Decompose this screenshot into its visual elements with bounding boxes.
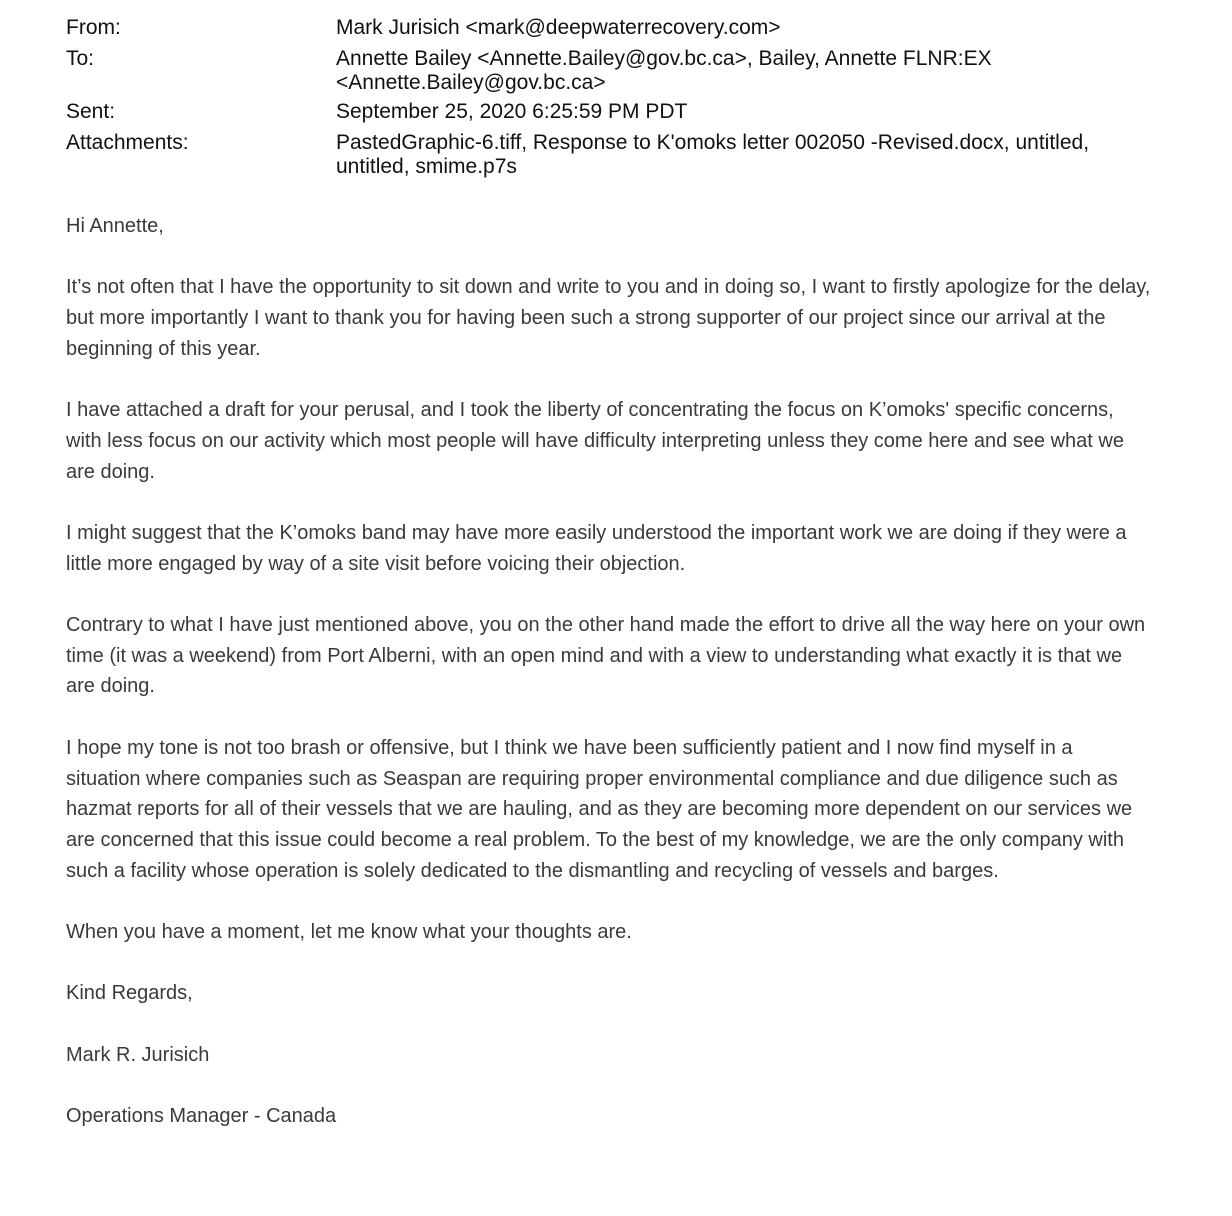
body-paragraph: When you have a moment, let me know what your thoughts are.	[66, 921, 632, 944]
to-value: Annette Bailey <Annette.Bailey@gov.bc.ca>, Bailey, Annette FLNR:EX <Annette.Bailey@gov.bc.ca>	[336, 47, 992, 94]
to-label: To:	[66, 47, 95, 70]
attachments-label: Attachments:	[66, 131, 189, 154]
from-row	[66, 16, 1166, 40]
body-paragraph: I hope my tone is not too brash or offensive, but I think we have been sufficiently patient and I now find myself in a situation where companies such as Seaspan are requiring proper environmental compliance and due diligence such as hazmat reports for all of their vessels that we are hauling, and as they are becoming more dependent on our services we are concerned that this issue could become a real problem. To the best of my knowledge, we are the only company with such a facility whose operation is solely dedicated to the dismantling and recycling of vessels and barges.	[66, 736, 1133, 882]
greeting: Hi Annette,	[66, 215, 164, 237]
signature-title: Operations Manager - Canada	[66, 1105, 337, 1128]
to-row	[66, 47, 1166, 95]
sent-row	[66, 100, 1166, 124]
sent-value: September 25, 2020 6:25:59 PM PDT	[336, 100, 688, 123]
attachments-row	[66, 131, 1166, 179]
body-paragraph: Contrary to what I have just mentioned above, you on the other hand made the effort to drive all the way here on your own time (it was a weekend) from Port Alberni, with an open mind and with a view to understanding what exactly it is that we are doing.	[66, 614, 1146, 698]
body-paragraph: I have attached a draft for your perusal, and I took the liberty of concentrating the focus on K’omoks' specific concerns, with less focus on our activity which most people will have difficulty interpreting unless they come here and see what we are doing.	[66, 399, 1124, 483]
attachments-value: PastedGraphic-6.tiff, Response to K'omoks letter 002050 -Revised.docx, untitled, untitled, smime.p7s	[336, 131, 1090, 178]
signature-name: Mark R. Jurisich	[66, 1043, 210, 1066]
body-paragraph: It’s not often that I have the opportunity to sit down and write to you and in doing so, I want to firstly apologize for the delay, but more importantly I want to thank you for having been such a strong supporter of our project since our arrival at the beginning of this year.	[66, 276, 1151, 360]
email-body	[66, 211, 1151, 1163]
email-header	[66, 16, 1166, 179]
sent-label: Sent:	[66, 100, 116, 123]
body-paragraph: I might suggest that the K’omoks band may have more easily understood the important work we are doing if they were a little more engaged by way of a site visit before voicing their objection.	[66, 521, 1127, 575]
closing: Kind Regards,	[66, 982, 193, 1005]
from-value: Mark Jurisich <mark@deepwaterrecovery.com>	[336, 16, 781, 39]
from-label: From:	[66, 16, 121, 39]
